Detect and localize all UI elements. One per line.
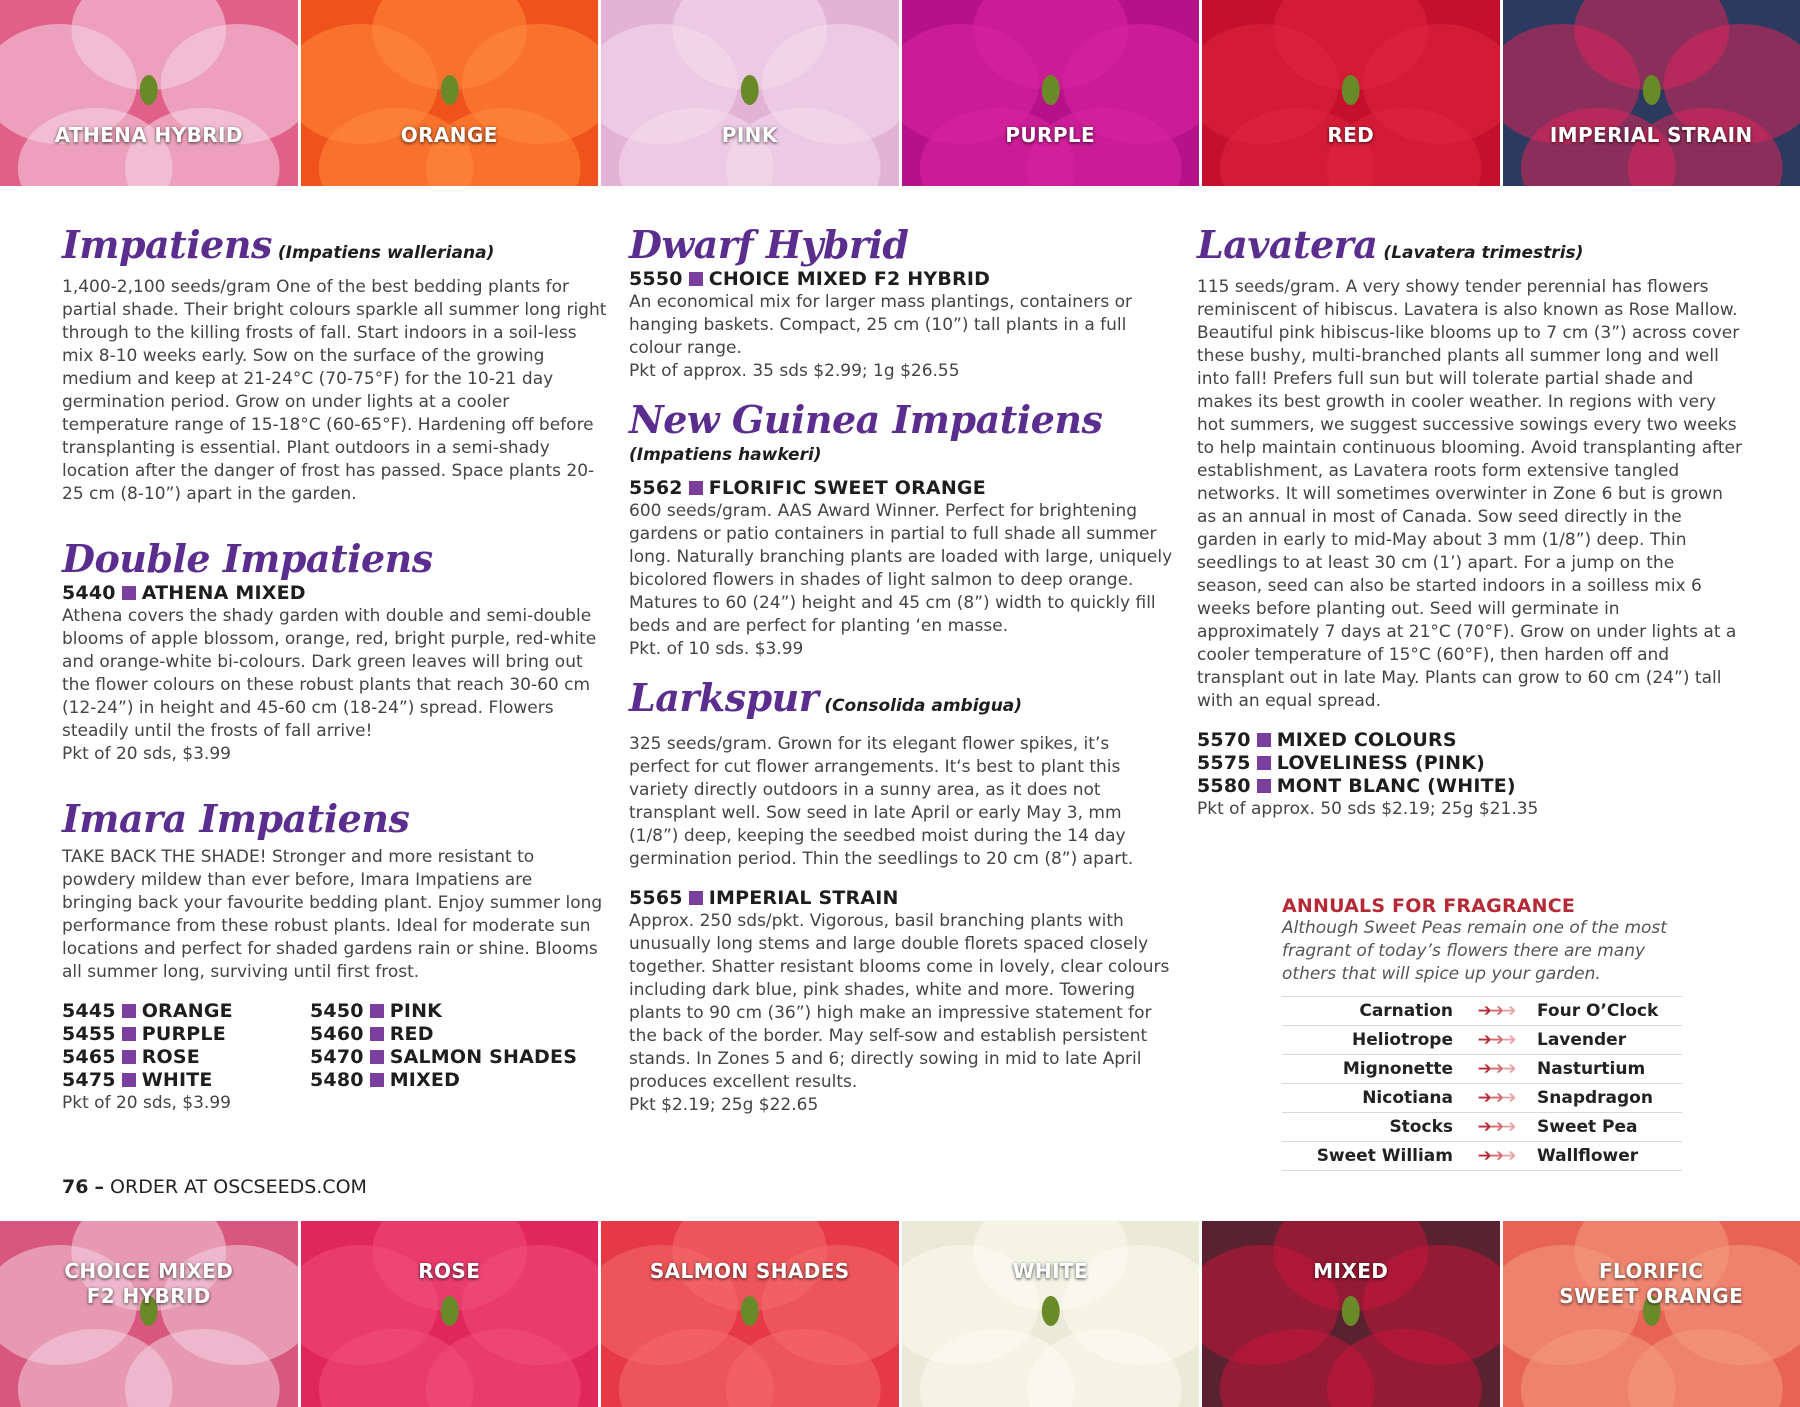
fragrance-row bbox=[1282, 1055, 1682, 1084]
larkspur-price: Pkt $2.19; 25g $22.65 bbox=[629, 1095, 819, 1115]
fragrance-left: Nicotiana bbox=[1362, 1088, 1453, 1108]
purple-square-icon bbox=[122, 1004, 136, 1018]
flower-image-icon bbox=[1202, 1221, 1500, 1407]
column-1 bbox=[62, 222, 607, 1115]
photo-caption: SALMON SHADES bbox=[649, 1259, 850, 1283]
sku-line: 5460 RED bbox=[310, 1023, 434, 1045]
photo-caption: PURPLE bbox=[1005, 123, 1096, 147]
photo-caption: ORANGE bbox=[400, 123, 498, 147]
sku-line: 5570 MIXED COLOURS bbox=[1197, 729, 1457, 751]
photo-caption: CHOICE MIXED F2 HYBRID bbox=[64, 1259, 234, 1308]
lavatera-latin: (Lavatera trimestris) bbox=[1383, 243, 1584, 263]
bottom-photo bbox=[0, 1221, 298, 1407]
fragrance-left: Heliotrope bbox=[1352, 1030, 1453, 1050]
annuals-for-fragrance bbox=[1282, 895, 1682, 1171]
flower-image-icon bbox=[601, 1221, 899, 1407]
double-impatiens-price: Pkt of 20 sds, $3.99 bbox=[62, 744, 231, 764]
top-photo bbox=[301, 0, 599, 186]
double-impatiens-description: Athena covers the shady garden with double and semi-double blooms of apple blossom, orange, red, bright purple, red-white and orange-white bi-colours. Dark green leaves will bring out the flower colours on these robust plants that reach 30-60 cm (12-24”) in height and 45-60 cm (18-24”) spread. Flowers steadily until the frosts of fall arrive! bbox=[62, 606, 597, 741]
larkspur-latin: (Consolida ambigua) bbox=[824, 696, 1023, 716]
dwarf-hybrid-heading: Dwarf Hybrid bbox=[629, 222, 909, 267]
top-photo-strip bbox=[0, 0, 1800, 186]
fragrance-row bbox=[1282, 1113, 1682, 1142]
arrow-right-icon: ➔➔➔ bbox=[1477, 1146, 1515, 1166]
photo-caption: MIXED bbox=[1313, 1259, 1389, 1283]
arrow-right-icon: ➔➔➔ bbox=[1477, 1030, 1515, 1050]
fragrance-right: Snapdragon bbox=[1537, 1088, 1653, 1108]
fragrance-row bbox=[1282, 997, 1682, 1026]
top-photo bbox=[1503, 0, 1800, 186]
imperial-strain-description: Approx. 250 sds/pkt. Vigorous, basil branching plants with unusually long stems and large double florets spaced closely together. Shatter resistant blooms come in lovely, clear colours including dark blue, pink shades, white and more. Towering plants to 90 cm (36”) high make an impressive statement for the back of the border. May self-sow and establish persistent stands. In Zones 5 and 6; directly sowing in mid to late April produces excellent results. bbox=[629, 911, 1170, 1092]
fragrance-right: Wallflower bbox=[1537, 1146, 1639, 1166]
purple-square-icon bbox=[370, 1073, 384, 1087]
impatiens-heading: Impatiens (Impatiens walleriana) bbox=[62, 222, 495, 267]
purple-square-icon bbox=[1257, 779, 1271, 793]
lavatera-sku-list bbox=[1197, 729, 1742, 798]
dwarf-hybrid-description: An economical mix for larger mass plantings, containers or hanging baskets. Compact, 25 cm (10”) tall plants in a full colour range. bbox=[629, 292, 1132, 358]
sku-line: 5550 CHOICE MIXED F2 HYBRID bbox=[629, 268, 991, 290]
flower-image-icon bbox=[301, 1221, 599, 1407]
purple-square-icon bbox=[1257, 733, 1271, 747]
purple-square-icon bbox=[122, 1027, 136, 1041]
photo-caption: WHITE bbox=[1012, 1259, 1089, 1283]
sku-line: 5445 ORANGE bbox=[62, 1000, 233, 1022]
sku-line: 5455 PURPLE bbox=[62, 1023, 226, 1045]
bottom-photo-strip bbox=[0, 1221, 1800, 1407]
fragrance-row bbox=[1282, 1084, 1682, 1113]
purple-square-icon bbox=[689, 272, 703, 286]
lavatera-description: 115 seeds/gram. A very showy tender perennial has flowers reminiscent of hibiscus. Lavatera is also known as Rose Mallow. Beautiful pink hibiscus-like blooms up to 7 cm (3”) across cover these bushy, multi-branched plants all summer long and well into fall! Prefers full sun but will tolerate partial shade and makes its best growth in cooler weather. In regions with very hot summers, we suggest successive sowings every two weeks to help maintain continuous blooming. Avoid transplanting after establishment, as Lavatera roots form extensive tangled networks. It will sometimes overwinter in Zone 6 but is grown as an annual in most of Canada. Sow seed directly in the garden in early to mid-May about 3 mm (1/8”) deep. Thin seedlings to at least 30 cm (1’) apart. For a jump on the season, seed can also be started indoors in a soilless mix 6 weeks before planting out. Seed will germinate in approximately 7 days at 21°C (70°F). Grow on under lights at a cooler temperature of 15°C (60°F), then harden off and transplant out in late May. Plants can grow to 60 cm (24”) tall with an equal spread. bbox=[1197, 277, 1742, 711]
purple-square-icon bbox=[122, 1050, 136, 1064]
arrow-right-icon: ➔➔➔ bbox=[1477, 1001, 1515, 1021]
purple-square-icon bbox=[122, 1073, 136, 1087]
fragrance-right: Sweet Pea bbox=[1537, 1117, 1638, 1137]
photo-caption: RED bbox=[1327, 123, 1375, 147]
new-guinea-description: 600 seeds/gram. AAS Award Winner. Perfect for brightening gardens or patio containers in partial to full shade all summer long. Naturally branching plants are loaded with large, uniquely bicolored flowers in shades of light salmon to deep orange. Matures to 60 (24”) height and 45 cm (8”) width to quickly fill beds and are perfect for planting ‘en masse. bbox=[629, 501, 1173, 636]
flower-image-icon bbox=[0, 0, 298, 186]
page-footer bbox=[62, 1176, 367, 1198]
flower-image-icon bbox=[1503, 1221, 1800, 1407]
bottom-photo bbox=[902, 1221, 1200, 1407]
fragrance-right: Lavender bbox=[1537, 1030, 1627, 1050]
photo-caption: ATHENA HYBRID bbox=[54, 123, 243, 147]
lavatera-price: Pkt of approx. 50 sds $2.19; 25g $21.35 bbox=[1197, 799, 1539, 819]
dwarf-hybrid-price: Pkt of approx. 35 sds $2.99; 1g $26.55 bbox=[629, 361, 960, 381]
arrow-right-icon: ➔➔➔ bbox=[1477, 1117, 1515, 1137]
sku-line: 5562 FLORIFIC SWEET ORANGE bbox=[629, 477, 986, 499]
flower-image-icon bbox=[0, 1221, 298, 1407]
larkspur-heading: Larkspur (Consolida ambigua) bbox=[629, 675, 1023, 720]
page-number: 76 bbox=[62, 1176, 89, 1198]
fragrance-right: Nasturtium bbox=[1537, 1059, 1646, 1079]
larkspur-description: 325 seeds/gram. Grown for its elegant flower spikes, it’s perfect for cut flower arrangements. It‘s best to plant this variety directly outdoors in a sunny area, as it does not transplant well. Sow seed in late April or early May 3, mm (1/8”) deep, keeping the seedbed moist during the 14 day germination period. Thin the seedlings to 20 cm (8”) apart. bbox=[629, 734, 1134, 869]
sku-line: 5580 MONT BLANC (WHITE) bbox=[1197, 775, 1516, 797]
sku-line: 5565 IMPERIAL STRAIN bbox=[629, 887, 899, 909]
photo-caption: IMPERIAL STRAIN bbox=[1549, 123, 1753, 147]
fragrance-title: ANNUALS FOR FRAGRANCE bbox=[1282, 895, 1576, 917]
order-link[interactable]: ORDER AT OSCSEEDS.COM bbox=[110, 1176, 367, 1198]
flower-image-icon bbox=[1503, 0, 1800, 186]
bottom-photo bbox=[1202, 1221, 1500, 1407]
flower-image-icon bbox=[1202, 0, 1500, 186]
sku-line: 5475 WHITE bbox=[62, 1069, 213, 1091]
purple-square-icon bbox=[1257, 756, 1271, 770]
impatiens-description: 1,400-2,100 seeds/gram One of the best bedding plants for partial shade. Their bright colours sparkle all summer long right through to the killing frosts of fall. Start indoors in a soil-less mix 8-10 weeks early. Sow on the surface of the growing medium and keep at 21-24°C (70-75°F) for the 10-21 day germination period. Grow on under lights at a cooler temperature range of 15-18°C (60-65°F). Hardening off before transplanting is essential. Plant outdoors in a semi-shady location after the danger of frost has passed. Space plants 20-25 cm (8-10”) apart in the garden. bbox=[62, 277, 607, 504]
fragrance-row bbox=[1282, 1142, 1682, 1171]
imara-sku-list bbox=[62, 1000, 607, 1092]
purple-square-icon bbox=[122, 586, 136, 600]
flower-image-icon bbox=[301, 0, 599, 186]
top-photo bbox=[0, 0, 298, 186]
sku-line: 5470 SALMON SHADES bbox=[310, 1046, 578, 1068]
fragrance-right: Four O’Clock bbox=[1537, 1001, 1659, 1021]
purple-square-icon bbox=[370, 1027, 384, 1041]
imara-price: Pkt of 20 sds, $3.99 bbox=[62, 1093, 231, 1113]
purple-square-icon bbox=[689, 481, 703, 495]
new-guinea-heading: New Guinea Impatiens bbox=[629, 397, 1103, 442]
new-guinea-latin: (Impatiens hawkeri) bbox=[629, 445, 822, 465]
purple-square-icon bbox=[370, 1004, 384, 1018]
footer-dash: – bbox=[94, 1176, 104, 1198]
impatiens-latin: (Impatiens walleriana) bbox=[277, 243, 495, 263]
double-impatiens-heading: Double Impatiens bbox=[62, 536, 433, 581]
photo-caption: ROSE bbox=[418, 1259, 481, 1283]
fragrance-left: Sweet William bbox=[1316, 1146, 1453, 1166]
sku-line: 5465 ROSE bbox=[62, 1046, 200, 1068]
imara-impatiens-heading: Imara Impatiens bbox=[62, 796, 410, 841]
fragrance-left: Stocks bbox=[1389, 1117, 1453, 1137]
column-3 bbox=[1197, 222, 1742, 821]
sku-line: 5440 ATHENA MIXED bbox=[62, 582, 306, 604]
bottom-photo bbox=[301, 1221, 599, 1407]
lavatera-heading: Lavatera (Lavatera trimestris) bbox=[1197, 222, 1584, 267]
imara-description: TAKE BACK THE SHADE! Stronger and more resistant to powdery mildew than ever before, Imara Impatiens are bringing back your favourite bedding plant. Enjoy summer long performance from these robust plants. Ideal for moderate sun locations and perfect for shaded gardens rain or shine. Blooms all summer long, surviving until first frost. bbox=[62, 847, 603, 982]
column-2 bbox=[629, 222, 1174, 1117]
sku-line: 5480 MIXED bbox=[310, 1069, 461, 1091]
fragrance-left: Carnation bbox=[1359, 1001, 1453, 1021]
top-photo bbox=[601, 0, 899, 186]
top-photo bbox=[1202, 0, 1500, 186]
photo-caption: FLORIFIC SWEET ORANGE bbox=[1559, 1259, 1744, 1308]
flower-image-icon bbox=[601, 0, 899, 186]
purple-square-icon bbox=[370, 1050, 384, 1064]
bottom-photo bbox=[1503, 1221, 1800, 1407]
sku-line: 5450 PINK bbox=[310, 1000, 443, 1022]
new-guinea-price: Pkt. of 10 sds. $3.99 bbox=[629, 639, 804, 659]
fragrance-row bbox=[1282, 1026, 1682, 1055]
top-photo bbox=[902, 0, 1200, 186]
sku-line: 5575 LOVELINESS (PINK) bbox=[1197, 752, 1486, 774]
flower-image-icon bbox=[902, 1221, 1200, 1407]
arrow-right-icon: ➔➔➔ bbox=[1477, 1088, 1515, 1108]
photo-caption: PINK bbox=[721, 123, 778, 147]
bottom-photo bbox=[601, 1221, 899, 1407]
fragrance-intro: Although Sweet Peas remain one of the most fragrant of today’s flowers there are many others that will spice up your garden. bbox=[1282, 918, 1667, 984]
fragrance-left: Mignonette bbox=[1342, 1059, 1453, 1079]
flower-image-icon bbox=[902, 0, 1200, 186]
arrow-right-icon: ➔➔➔ bbox=[1477, 1059, 1515, 1079]
fragrance-table bbox=[1282, 996, 1682, 1171]
purple-square-icon bbox=[689, 891, 703, 905]
